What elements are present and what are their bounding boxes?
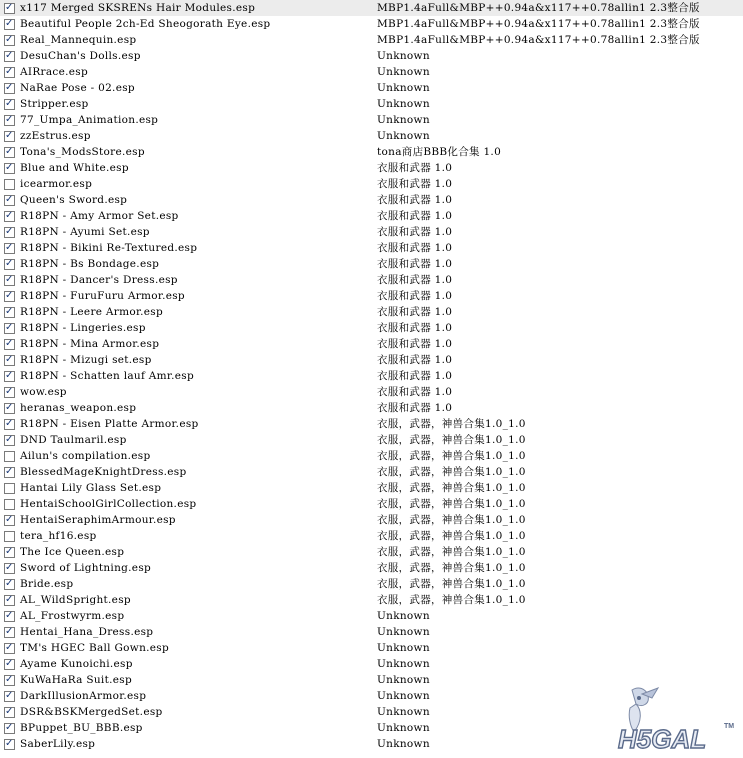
plugin-group: 衣服，武器，神兽合集1.0_1.0 bbox=[377, 546, 526, 558]
checkbox-checked[interactable] bbox=[4, 515, 15, 526]
list-item[interactable] bbox=[0, 208, 743, 224]
plugin-filename: SaberLily.esp bbox=[20, 738, 96, 750]
checkmark-icon: ✓ bbox=[5, 50, 14, 61]
plugin-group: Unknown bbox=[377, 130, 430, 142]
plugin-filename: heranas_weapon.esp bbox=[20, 402, 137, 414]
list-item[interactable] bbox=[0, 496, 743, 512]
plugin-group: 衣服，武器，神兽合集1.0_1.0 bbox=[377, 418, 526, 430]
checkbox-checked[interactable] bbox=[4, 627, 15, 638]
list-item[interactable] bbox=[0, 352, 743, 368]
checkbox-checked[interactable] bbox=[4, 355, 15, 366]
plugin-filename: icearmor.esp bbox=[20, 178, 93, 190]
checkmark-icon: ✓ bbox=[5, 738, 14, 749]
list-item[interactable] bbox=[0, 448, 743, 464]
checkmark-icon: ✓ bbox=[5, 434, 14, 445]
checkbox-checked[interactable] bbox=[4, 387, 15, 398]
plugin-filename: HentaiSeraphimArmour.esp bbox=[20, 514, 176, 526]
plugin-group: Unknown bbox=[377, 114, 430, 126]
plugin-filename: R18PN - Lingeries.esp bbox=[20, 322, 146, 334]
checkmark-icon: ✓ bbox=[5, 274, 14, 285]
plugin-group: Unknown bbox=[377, 98, 430, 110]
list-item[interactable] bbox=[0, 368, 743, 384]
checkmark-icon: ✓ bbox=[5, 226, 14, 237]
checkbox-checked[interactable] bbox=[4, 115, 15, 126]
checkmark-icon: ✓ bbox=[5, 386, 14, 397]
plugin-filename: TM's HGEC Ball Gown.esp bbox=[20, 642, 169, 654]
checkbox-checked[interactable] bbox=[4, 419, 15, 430]
checkmark-icon: ✓ bbox=[5, 2, 14, 13]
plugin-filename: R18PN - Leere Armor.esp bbox=[20, 306, 164, 318]
plugin-filename: zzEstrus.esp bbox=[20, 130, 91, 142]
plugin-filename: BlessedMageKnightDress.esp bbox=[20, 466, 187, 478]
checkmark-icon: ✓ bbox=[5, 706, 14, 717]
plugin-group: Unknown bbox=[377, 674, 430, 686]
plugin-group: 衣服和武器 1.0 bbox=[377, 178, 453, 190]
list-item[interactable] bbox=[0, 624, 743, 640]
list-item[interactable] bbox=[0, 560, 743, 576]
checkmark-icon: ✓ bbox=[5, 34, 14, 45]
list-item[interactable] bbox=[0, 64, 743, 80]
list-item[interactable] bbox=[0, 224, 743, 240]
checkbox-checked[interactable] bbox=[4, 371, 15, 382]
checkmark-icon: ✓ bbox=[5, 290, 14, 301]
plugin-group: 衣服，武器，神兽合集1.0_1.0 bbox=[377, 466, 526, 478]
plugin-group: Unknown bbox=[377, 722, 430, 734]
checkbox-checked[interactable] bbox=[4, 739, 15, 750]
checkbox-checked[interactable] bbox=[4, 131, 15, 142]
checkbox-unchecked[interactable] bbox=[4, 531, 15, 542]
checkbox-checked[interactable] bbox=[4, 707, 15, 718]
list-item[interactable] bbox=[0, 176, 743, 192]
list-item[interactable] bbox=[0, 80, 743, 96]
list-item[interactable] bbox=[0, 592, 743, 608]
plugin-group: 衣服，武器，神兽合集1.0_1.0 bbox=[377, 578, 526, 590]
checkmark-icon: ✓ bbox=[5, 98, 14, 109]
checkbox-checked[interactable] bbox=[4, 403, 15, 414]
plugin-filename: 77_Umpa_Animation.esp bbox=[20, 114, 159, 126]
list-item[interactable] bbox=[0, 240, 743, 256]
list-item[interactable] bbox=[0, 320, 743, 336]
plugin-filename: DSR&BSKMergedSet.esp bbox=[20, 706, 163, 718]
list-item[interactable] bbox=[0, 112, 743, 128]
checkbox-checked[interactable] bbox=[4, 547, 15, 558]
plugin-filename: R18PN - Dancer's Dress.esp bbox=[20, 274, 178, 286]
checkmark-icon: ✓ bbox=[5, 114, 14, 125]
plugin-group: 衣服，武器，神兽合集1.0_1.0 bbox=[377, 594, 526, 606]
checkmark-icon: ✓ bbox=[5, 338, 14, 349]
checkmark-icon: ✓ bbox=[5, 642, 14, 653]
plugin-group: 衣服，武器，神兽合集1.0_1.0 bbox=[377, 482, 526, 494]
plugin-group: MBP1.4aFull&MBP++0.94a&x117++0.78allin1 2.3整合版 bbox=[377, 18, 700, 30]
plugin-group: 衣服和武器 1.0 bbox=[377, 162, 453, 174]
checkmark-icon: ✓ bbox=[5, 594, 14, 605]
list-item[interactable] bbox=[0, 144, 743, 160]
checkbox-checked[interactable] bbox=[4, 35, 15, 46]
plugin-group: tona商店BBB化合集 1.0 bbox=[377, 146, 502, 158]
plugin-filename: Bride.esp bbox=[20, 578, 74, 590]
checkbox-unchecked[interactable] bbox=[4, 451, 15, 462]
plugin-group: Unknown bbox=[377, 610, 430, 622]
plugin-filename: wow.esp bbox=[20, 386, 67, 398]
plugin-group: 衣服和武器 1.0 bbox=[377, 274, 453, 286]
plugin-filename: Ayame Kunoichi.esp bbox=[20, 658, 133, 670]
plugin-group: 衣服，武器，神兽合集1.0_1.0 bbox=[377, 434, 526, 446]
checkmark-icon: ✓ bbox=[5, 546, 14, 557]
list-item[interactable] bbox=[0, 656, 743, 672]
plugin-group: Unknown bbox=[377, 706, 430, 718]
checkbox-checked[interactable] bbox=[4, 243, 15, 254]
checkmark-icon: ✓ bbox=[5, 82, 14, 93]
checkbox-checked[interactable] bbox=[4, 435, 15, 446]
list-item[interactable] bbox=[0, 16, 743, 32]
checkmark-icon: ✓ bbox=[5, 466, 14, 477]
checkmark-icon: ✓ bbox=[5, 130, 14, 141]
list-item[interactable] bbox=[0, 528, 743, 544]
list-item[interactable] bbox=[0, 128, 743, 144]
checkbox-checked[interactable] bbox=[4, 691, 15, 702]
plugin-filename: AL_Frostwyrm.esp bbox=[20, 610, 125, 622]
plugin-group: MBP1.4aFull&MBP++0.94a&x117++0.78allin1 2.3整合版 bbox=[377, 2, 700, 14]
checkbox-checked[interactable] bbox=[4, 275, 15, 286]
checkbox-checked[interactable] bbox=[4, 675, 15, 686]
plugin-filename: R18PN - Eisen Platte Armor.esp bbox=[20, 418, 199, 430]
checkbox-checked[interactable] bbox=[4, 99, 15, 110]
plugin-filename: R18PN - Bs Bondage.esp bbox=[20, 258, 160, 270]
plugin-group: Unknown bbox=[377, 50, 430, 62]
plugin-filename: R18PN - Mizugi set.esp bbox=[20, 354, 152, 366]
list-item[interactable] bbox=[0, 432, 743, 448]
plugin-group: 衣服和武器 1.0 bbox=[377, 354, 453, 366]
watermark-text: H5GAL bbox=[618, 724, 707, 754]
plugin-filename: Beautiful People 2ch-Ed Sheogorath Eye.esp bbox=[20, 18, 271, 30]
list-item[interactable] bbox=[0, 608, 743, 624]
checkbox-checked[interactable] bbox=[4, 467, 15, 478]
checkmark-icon: ✓ bbox=[5, 242, 14, 253]
list-item[interactable] bbox=[0, 192, 743, 208]
checkbox-checked[interactable] bbox=[4, 259, 15, 270]
checkbox-checked[interactable] bbox=[4, 579, 15, 590]
plugin-filename: AL_WildSpright.esp bbox=[20, 594, 131, 606]
plugin-filename: NaRae Pose - 02.esp bbox=[20, 82, 135, 94]
checkmark-icon: ✓ bbox=[5, 354, 14, 365]
plugin-group: 衣服，武器，神兽合集1.0_1.0 bbox=[377, 530, 526, 542]
list-item[interactable] bbox=[0, 384, 743, 400]
plugin-filename: Hentai_Hana_Dress.esp bbox=[20, 626, 154, 638]
plugin-filename: Ailun's compilation.esp bbox=[20, 450, 151, 462]
plugin-filename: x117 Merged SKSRENs Hair Modules.esp bbox=[20, 2, 256, 14]
list-item[interactable] bbox=[0, 256, 743, 272]
plugin-filename: The Ice Queen.esp bbox=[20, 546, 125, 558]
plugin-group: Unknown bbox=[377, 658, 430, 670]
list-item[interactable] bbox=[0, 32, 743, 48]
checkmark-icon: ✓ bbox=[5, 658, 14, 669]
plugin-group: Unknown bbox=[377, 738, 430, 750]
list-item[interactable] bbox=[0, 0, 743, 16]
list-item[interactable] bbox=[0, 160, 743, 176]
plugin-group: Unknown bbox=[377, 642, 430, 654]
checkmark-icon: ✓ bbox=[5, 322, 14, 333]
checkbox-checked[interactable] bbox=[4, 723, 15, 734]
list-item[interactable] bbox=[0, 464, 743, 480]
plugin-filename: DesuChan's Dolls.esp bbox=[20, 50, 141, 62]
checkbox-unchecked[interactable] bbox=[4, 499, 15, 510]
checkbox-checked[interactable] bbox=[4, 291, 15, 302]
checkbox-checked[interactable] bbox=[4, 563, 15, 574]
plugin-filename: Blue and White.esp bbox=[20, 162, 129, 174]
checkbox-checked[interactable] bbox=[4, 195, 15, 206]
plugin-filename: AIRrace.esp bbox=[20, 66, 88, 78]
checkmark-icon: ✓ bbox=[5, 722, 14, 733]
plugin-group: 衣服和武器 1.0 bbox=[377, 306, 453, 318]
checkbox-checked[interactable] bbox=[4, 83, 15, 94]
plugin-group: Unknown bbox=[377, 82, 430, 94]
checkbox-checked[interactable] bbox=[4, 147, 15, 158]
plugin-filename: R18PN - Ayumi Set.esp bbox=[20, 226, 150, 238]
plugin-filename: KuWaHaRa Suit.esp bbox=[20, 674, 132, 686]
plugin-filename: Stripper.esp bbox=[20, 98, 89, 110]
plugin-filename: tera_hf16.esp bbox=[20, 530, 97, 542]
plugin-filename: Sword of Lightning.esp bbox=[20, 562, 152, 574]
checkmark-icon: ✓ bbox=[5, 690, 14, 701]
checkbox-checked[interactable] bbox=[4, 659, 15, 670]
list-item[interactable] bbox=[0, 640, 743, 656]
plugin-filename: DarkIllusionArmor.esp bbox=[20, 690, 147, 702]
plugin-filename: R18PN - FuruFuru Armor.esp bbox=[20, 290, 185, 302]
list-item[interactable] bbox=[0, 400, 743, 416]
checkmark-icon: ✓ bbox=[5, 18, 14, 29]
checkbox-checked[interactable] bbox=[4, 643, 15, 654]
plugin-group: 衣服，武器，神兽合集1.0_1.0 bbox=[377, 562, 526, 574]
plugin-filename: Real_Mannequin.esp bbox=[20, 34, 137, 46]
checkbox-checked[interactable] bbox=[4, 3, 15, 14]
checkbox-checked[interactable] bbox=[4, 307, 15, 318]
list-item[interactable] bbox=[0, 96, 743, 112]
checkmark-icon: ✓ bbox=[5, 674, 14, 685]
plugin-group: 衣服，武器，神兽合集1.0_1.0 bbox=[377, 514, 526, 526]
plugin-filename: Tona's_ModsStore.esp bbox=[20, 146, 145, 158]
checkmark-icon: ✓ bbox=[5, 66, 14, 77]
plugin-filename: R18PN - Bikini Re-Textured.esp bbox=[20, 242, 198, 254]
checkmark-icon: ✓ bbox=[5, 146, 14, 157]
plugin-group: 衣服和武器 1.0 bbox=[377, 258, 453, 270]
checkmark-icon: ✓ bbox=[5, 514, 14, 525]
checkbox-unchecked[interactable] bbox=[4, 179, 15, 190]
checkmark-icon: ✓ bbox=[5, 258, 14, 269]
plugin-group: 衣服和武器 1.0 bbox=[377, 322, 453, 334]
plugin-group: 衣服和武器 1.0 bbox=[377, 210, 453, 222]
checkmark-icon: ✓ bbox=[5, 626, 14, 637]
checkbox-checked[interactable] bbox=[4, 67, 15, 78]
checkmark-icon: ✓ bbox=[5, 578, 14, 589]
checkbox-checked[interactable] bbox=[4, 595, 15, 606]
checkmark-icon: ✓ bbox=[5, 306, 14, 317]
list-item[interactable] bbox=[0, 416, 743, 432]
plugin-filename: Queen's Sword.esp bbox=[20, 194, 128, 206]
plugin-group: Unknown bbox=[377, 66, 430, 78]
checkbox-checked[interactable] bbox=[4, 339, 15, 350]
checkbox-checked[interactable] bbox=[4, 227, 15, 238]
checkmark-icon: ✓ bbox=[5, 370, 14, 381]
plugin-group: 衣服和武器 1.0 bbox=[377, 226, 453, 238]
plugin-group: 衣服和武器 1.0 bbox=[377, 338, 453, 350]
checkbox-unchecked[interactable] bbox=[4, 483, 15, 494]
checkmark-icon: ✓ bbox=[5, 562, 14, 573]
plugin-filename: DND Taulmaril.esp bbox=[20, 434, 127, 446]
list-item[interactable] bbox=[0, 512, 743, 528]
list-item[interactable] bbox=[0, 480, 743, 496]
plugin-group: 衣服和武器 1.0 bbox=[377, 370, 453, 382]
checkbox-checked[interactable] bbox=[4, 51, 15, 62]
plugin-group: Unknown bbox=[377, 626, 430, 638]
plugin-filename: R18PN - Schatten lauf Amr.esp bbox=[20, 370, 194, 382]
list-item[interactable] bbox=[0, 288, 743, 304]
plugin-filename: R18PN - Mina Armor.esp bbox=[20, 338, 160, 350]
plugin-group: 衣服和武器 1.0 bbox=[377, 194, 453, 206]
plugin-filename: R18PN - Amy Armor Set.esp bbox=[20, 210, 179, 222]
list-item[interactable] bbox=[0, 272, 743, 288]
plugin-group: 衣服，武器，神兽合集1.0_1.0 bbox=[377, 450, 526, 462]
plugin-group: 衣服和武器 1.0 bbox=[377, 242, 453, 254]
plugin-group: 衣服，武器，神兽合集1.0_1.0 bbox=[377, 498, 526, 510]
checkbox-checked[interactable] bbox=[4, 19, 15, 30]
checkbox-checked[interactable] bbox=[4, 163, 15, 174]
list-item[interactable] bbox=[0, 336, 743, 352]
checkmark-icon: ✓ bbox=[5, 194, 14, 205]
list-item[interactable] bbox=[0, 544, 743, 560]
checkbox-checked[interactable] bbox=[4, 323, 15, 334]
checkmark-icon: ✓ bbox=[5, 418, 14, 429]
plugin-group: 衣服和武器 1.0 bbox=[377, 402, 453, 414]
plugin-filename: HentaiSchoolGirlCollection.esp bbox=[20, 498, 197, 510]
plugin-filename: BPuppet_BU_BBB.esp bbox=[20, 722, 143, 734]
plugin-group: 衣服和武器 1.0 bbox=[377, 290, 453, 302]
list-item[interactable] bbox=[0, 48, 743, 64]
checkbox-checked[interactable] bbox=[4, 211, 15, 222]
checkmark-icon: ✓ bbox=[5, 162, 14, 173]
list-item[interactable] bbox=[0, 576, 743, 592]
list-item[interactable] bbox=[0, 304, 743, 320]
checkbox-checked[interactable] bbox=[4, 611, 15, 622]
checkmark-icon: ✓ bbox=[5, 402, 14, 413]
plugin-group: MBP1.4aFull&MBP++0.94a&x117++0.78allin1 2.3整合版 bbox=[377, 34, 700, 46]
plugin-filename: Hantai Lily Glass Set.esp bbox=[20, 482, 162, 494]
watermark-logo bbox=[612, 686, 740, 754]
checkmark-icon: ✓ bbox=[5, 610, 14, 621]
checkmark-icon: ✓ bbox=[5, 210, 14, 221]
trademark-text: TM bbox=[724, 723, 735, 730]
plugin-group: 衣服和武器 1.0 bbox=[377, 386, 453, 398]
plugin-group: Unknown bbox=[377, 690, 430, 702]
